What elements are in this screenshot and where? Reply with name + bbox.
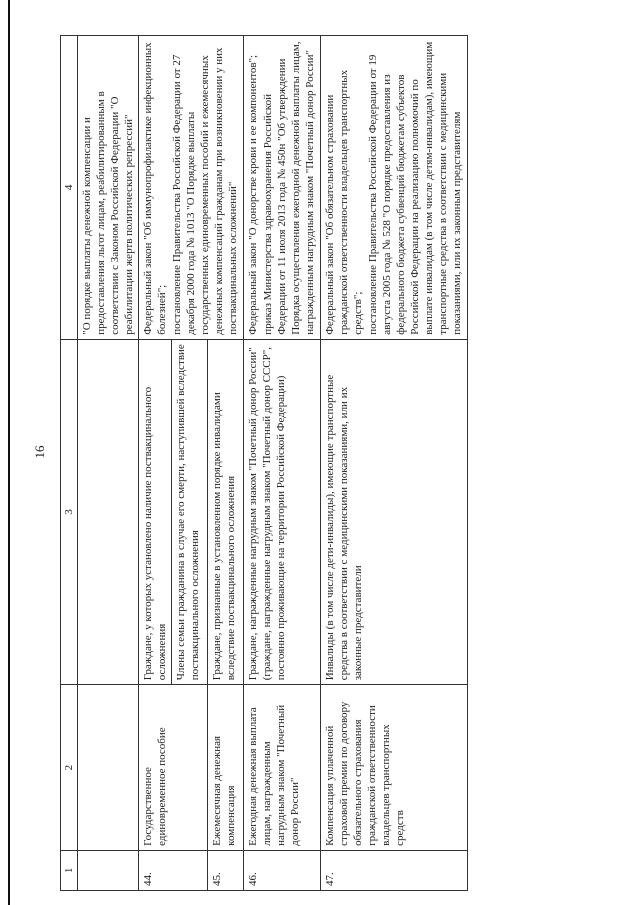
legal-basis-cell <box>139 36 244 340</box>
row-number: 47. <box>321 850 468 890</box>
legal-basis-item: Федеральный закон "Об обязательном страховании гражданской ответственности владельцев транспортных средств"; <box>324 69 364 335</box>
benefit-name: Компенсация уплаченной страховой премии по договору обязательного страхования гражданской ответственности владельцев транспортных средств <box>321 685 468 851</box>
cell-empty <box>78 339 139 685</box>
table-row-44 <box>139 36 208 891</box>
recipients-cell <box>208 339 244 685</box>
table-row-46 <box>244 36 321 891</box>
legal-basis-cell <box>321 36 468 340</box>
recipients-cell <box>139 339 208 685</box>
recipient-item: Члены семьи гражданина в случае его смерти, наступившей вследствие поствакцинального осложнения <box>171 340 202 685</box>
legal-basis-item: Федеральный закон "О донорстве крови и ее компонентов"; <box>247 54 259 335</box>
recipient-item: Граждане, у которых установлено наличие поствакцинального осложнения <box>142 386 168 681</box>
page-number: 16 <box>32 445 47 459</box>
legal-basis-item: приказ Министерства здравоохранения Российской Федерации от 11 июля 2013 года № 450н "Об утверждении Порядка осуществления ежегодной денежной выплаты лицам, награжденным нагрудным знаком "Почетный донор России" <box>262 41 316 335</box>
cell-empty <box>78 850 139 890</box>
recipient-item: Граждане, признанные в установленном порядке инвалидами вследствие поствакцинального осложнения <box>211 392 238 681</box>
scan-left-edge <box>8 0 10 905</box>
recipients-cell <box>321 339 468 685</box>
header-col-3: 3 <box>61 339 78 685</box>
header-col-4: 4 <box>61 36 78 340</box>
header-col-1: 1 <box>61 850 78 890</box>
table-header-row <box>61 36 78 891</box>
benefit-name: Государственное единовременное пособие <box>139 685 208 851</box>
legal-basis-item: Федеральный закон "Об иммунопрофилактике инфекционных болезней"; <box>142 42 168 335</box>
benefit-name: Ежегодная денежная выплата лицам, награжденным нагрудным знаком "Почетный донор России" <box>244 685 321 851</box>
recipient-item: Граждане, награжденные нагрудным знаком "Почетный донор России" (граждане, награжденные нагрудным знаком "Почетный донор СССР", постоянно проживающие на территории Российской Федерации) <box>247 347 287 681</box>
benefit-name: Ежемесячная денежная компенсация <box>208 685 244 851</box>
row-number: 45. <box>208 850 244 890</box>
legal-basis-cell <box>244 36 321 340</box>
table-row-continuation <box>78 36 139 891</box>
recipient-item: Инвалиды (в том числе дети-инвалиды), имеющие транспортные средства в соответствии с медицинскими показаниями, или их законные представители <box>324 374 364 681</box>
row-number: 46. <box>244 850 321 890</box>
rotated-page-content <box>60 0 640 905</box>
cell-empty <box>78 685 139 851</box>
table-row-47 <box>321 36 468 891</box>
cell-basis-continuation: "О порядке выплаты денежной компенсации и предоставления льгот лицам, реабилитированным в соответствии с Законом Российской Федерации "О реабилитации жертв политических репрессий" <box>78 36 139 340</box>
header-col-2: 2 <box>61 685 78 851</box>
benefits-table <box>60 35 468 891</box>
row-number: 44. <box>139 850 208 890</box>
recipients-cell <box>244 339 321 685</box>
legal-basis-item: постановление Правительства Российской Федерации от 27 декабря 2000 года № 1013 "О Порядке выплаты государственных единовременных пособий и ежемесячных денежных компенсаций гражданам при возникновении у них поствакцинальных осложнений" <box>171 47 239 335</box>
legal-basis-item: постановление Правительства Российской Федерации от 19 августа 2005 года № 528 "О порядке предоставления из федерального бюджета субвенций бюджетам субъектов Российской Федерации на реализацию полномочий по выплате инвалидам (в том числе детям-инвалидам), имеющим транспортные средства в соответствии с медицинскими показаниями, или их законным представителям <box>367 41 463 335</box>
